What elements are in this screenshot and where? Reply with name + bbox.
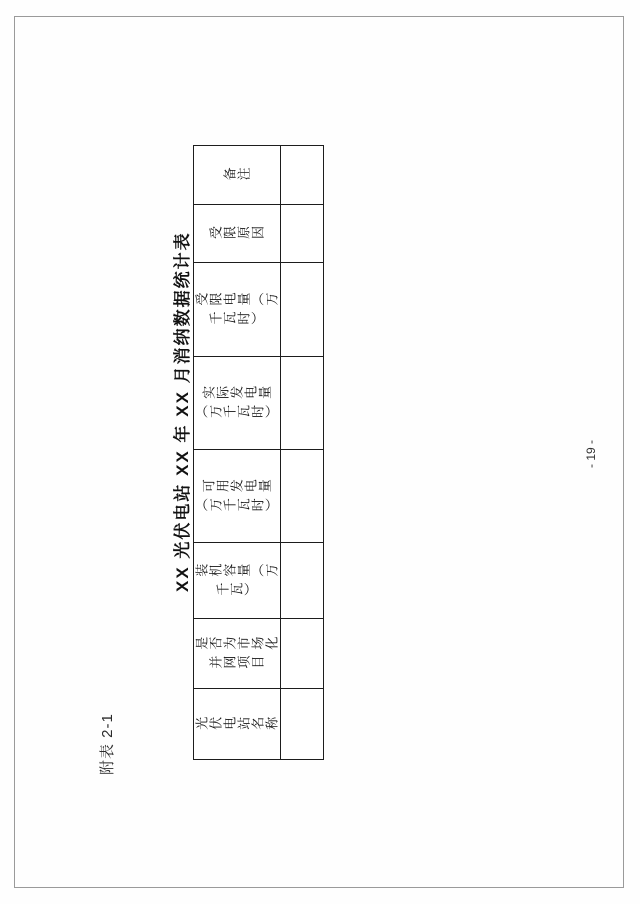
table-header-cell <box>194 356 281 449</box>
table-header-cell <box>194 543 281 618</box>
page-title: XX 光伏电站 XX 年 XX 月消纳数据统计表 <box>173 231 192 592</box>
table-cell <box>281 204 324 263</box>
header-label: 实际发电量（万千瓦时） <box>195 385 279 420</box>
header-cell-box <box>194 205 280 263</box>
header-cell-box <box>194 619 280 689</box>
header-cell-box <box>194 543 280 617</box>
table-cell <box>281 450 324 543</box>
header-label: 是否为市场化并网项目 <box>195 636 279 671</box>
table-cell <box>281 689 324 760</box>
header-cell-box <box>194 450 280 542</box>
header-cell-box <box>194 689 280 759</box>
table-cell <box>281 356 324 449</box>
header-label: 受限电量（万千瓦时） <box>195 292 279 327</box>
data-table <box>193 145 324 760</box>
table-container <box>193 145 324 760</box>
table-header-cell <box>194 689 281 760</box>
header-label: 光伏电站名称 <box>195 716 279 732</box>
table-cell <box>281 263 324 356</box>
table-header-cell <box>194 204 281 263</box>
header-cell-box <box>194 263 280 355</box>
table-cell <box>281 543 324 618</box>
table-header <box>194 146 281 760</box>
header-cell-box <box>194 357 280 449</box>
header-label: 装机容量（万千瓦） <box>195 563 279 598</box>
attachment-label: 附表 2-1 <box>99 713 116 775</box>
table-header-row <box>194 146 281 760</box>
table-header-cell <box>194 618 281 689</box>
header-label: 备注 <box>223 167 251 183</box>
table-row <box>281 146 324 760</box>
header-label: 可用发电量（万千瓦时） <box>195 479 279 514</box>
page-number: - 19 - <box>584 439 598 468</box>
table-cell <box>281 146 324 205</box>
table-header-cell <box>194 146 281 205</box>
table-header-cell <box>194 450 281 543</box>
header-cell-box <box>194 146 280 204</box>
header-label: 受限原因 <box>209 226 265 242</box>
table-cell <box>281 618 324 689</box>
table-header-cell <box>194 263 281 356</box>
table-body <box>281 146 324 760</box>
